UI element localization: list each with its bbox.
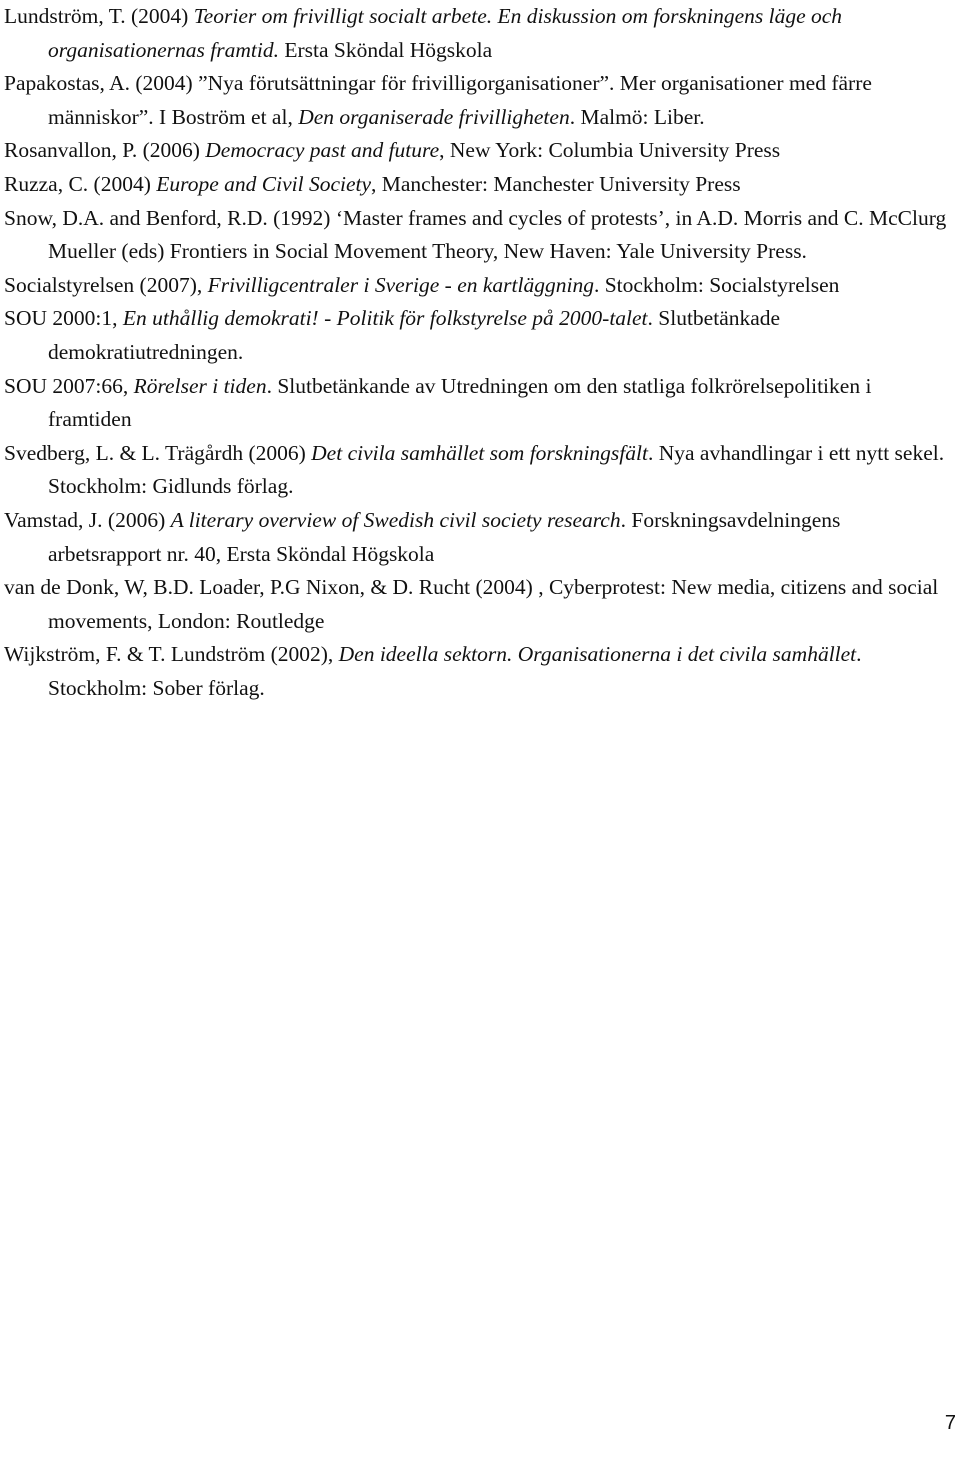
reference-entry [4,67,956,134]
reference-text: Lundström, T. (2004) [4,4,194,28]
reference-text: . Stockholm: Socialstyrelsen [593,272,840,297]
reference-entry [4,504,956,571]
reference-title: Rörelser i tiden [133,373,267,398]
reference-text: Rosanvallon, P. (2006) [4,138,206,163]
reference-text: Socialstyrelsen (2007), [4,272,208,297]
reference-entry [4,0,956,67]
reference-text: . Stockholm: Sober förlag. [48,642,862,700]
reference-text: Wijkström, F. & T. Lundström (2002), [4,642,339,667]
reference-entry [4,202,956,269]
reference-text: Vamstad, J. (2006) [4,507,171,532]
reference-title: Europe and Civil Society [156,171,372,196]
reference-entry [4,168,956,202]
reference-title: Det civila samhället som forskningsfält [311,440,648,465]
reference-text: Svedberg, L. & L. Trägårdh (2006) [4,440,312,465]
reference-entry [4,269,956,303]
reference-text: . Nya avhandlingar i ett nytt sekel. Stockholm: Gidlunds förlag. [48,440,945,499]
reference-text: SOU 2007:66, [4,373,134,398]
reference-title: Frivilligcentraler i Sverige - en kartläggning [207,272,594,297]
reference-entry [4,638,956,705]
reference-title: Den ideella sektorn. Organisationerna i det civila samhället [338,642,857,667]
reference-list [4,0,956,705]
reference-text: Ruzza, C. (2004) [4,171,157,196]
reference-title: Teorier om frivilligt socialt arbete. En diskussion om forskningens läge och organisationernas framtid. [48,4,843,62]
reference-text: Papakostas, A. (2004) ”Nya förutsättningar för frivilligorganisationer”. Mer organisationer med färre människor”. I Boström et al, [4,71,872,129]
reference-entry [4,437,956,504]
reference-text: . Malmö: Liber. [569,104,705,129]
reference-title: A literary overview of Swedish civil society research [170,507,621,532]
reference-text: , Manchester: Manchester University Press [371,171,741,196]
reference-text: . Slutbetänkande av Utredningen om den statliga folkrörelsepolitiken i framtiden [48,373,872,432]
reference-text: . Slutbetänkade demokratiutredningen. [48,306,781,364]
reference-text: . Forskningsavdelningens arbetsrapport nr. 40, Ersta Sköndal Högskola [48,507,841,566]
reference-title: Democracy past and future [205,138,440,163]
reference-entry [4,134,956,168]
reference-entry [4,370,956,437]
page-number: 7 [944,1412,956,1434]
reference-entry [4,571,956,638]
reference-text: Snow, D.A. and Benford, R.D. (1992) ‘Master frames and cycles of protests’, in A.D. Morris and C. McClurg Mueller (eds) Frontiers in Social Movement Theory, New Haven: Yale University Press. [4,205,947,264]
reference-text: SOU 2000:1, [4,306,123,331]
reference-title: Den organiserade frivilligheten [298,104,570,129]
reference-title: En uthållig demokrati! - Politik för folkstyrelse på 2000-talet [122,306,648,331]
reference-text: , New York: Columbia University Press [439,138,781,163]
reference-entry [4,302,956,369]
reference-text: Ersta Sköndal Högskola [278,37,493,62]
reference-text: van de Donk, W, B.D. Loader, P.G Nixon, & D. Rucht (2004) , Cyberprotest: New media, citizens and social movements, London: Routledge [4,575,939,633]
